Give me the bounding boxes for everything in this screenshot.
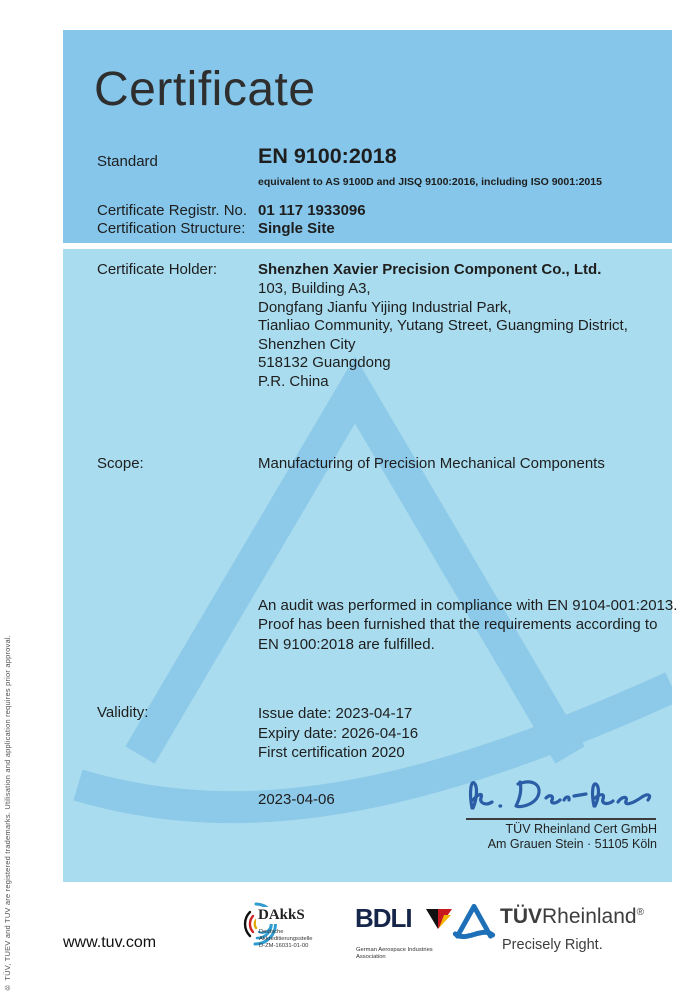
- standard-label: Standard: [97, 153, 158, 170]
- holder-address-line: 103, Building A3,: [258, 280, 371, 297]
- holder-address-line: 518132 Guangdong: [258, 354, 391, 372]
- holder-address-line: Tianliao Community, Yutang Street, Guangming District,: [258, 317, 628, 335]
- issuer-block: [488, 822, 657, 852]
- tuv-rheinland-triangle-icon: [452, 900, 496, 948]
- registration-number-value: 01 117 1933096: [258, 202, 366, 219]
- scope-label: Scope:: [97, 455, 144, 472]
- signing-date: 2023-04-06: [258, 791, 335, 808]
- certification-structure-label: Certification Structure:: [97, 220, 246, 237]
- tuv-tagline: Precisely Right.: [502, 937, 603, 953]
- holder-address: [258, 280, 628, 392]
- holder-address-line: Shenzhen City: [258, 335, 356, 353]
- bdli-subtext: [356, 947, 433, 961]
- tuv-wordmark-bold: TÜV: [500, 905, 542, 928]
- registered-mark: ®: [636, 907, 644, 918]
- signature-line: [466, 818, 656, 820]
- audit-statement: [258, 596, 677, 654]
- audit-statement-line: EN 9100:2018 are fulfilled.: [258, 635, 435, 653]
- issuer-company: TÜV Rheinland Cert GmbH: [505, 822, 657, 836]
- dakks-subtext-line: D-ZM-16031-01-00: [259, 943, 309, 949]
- tuv-website-url: www.tuv.com: [63, 934, 157, 951]
- page-title: Certificate: [94, 63, 316, 116]
- scope-value: Manufacturing of Precision Mechanical Components: [258, 455, 605, 472]
- bdli-wordmark: BDLI: [355, 903, 412, 933]
- dakks-wordmark: DAkkS: [258, 907, 305, 923]
- audit-statement-line: An audit was performed in compliance with EN 9104-001:2013.: [258, 597, 678, 614]
- expiry-date: Expiry date: 2026-04-16: [258, 724, 419, 742]
- holder-name: Shenzhen Xavier Precision Component Co., Ltd.: [258, 261, 602, 278]
- audit-statement-line: Proof has been furnished that the requirements according to: [258, 616, 658, 634]
- validity-dates: [258, 704, 418, 763]
- dakks-subtext: [259, 929, 313, 950]
- holder-address-line: P.R. China: [258, 372, 329, 390]
- standard-value: EN 9100:2018: [258, 144, 397, 168]
- holder-label: Certificate Holder:: [97, 261, 218, 278]
- certification-structure-value: Single Site: [258, 220, 335, 237]
- validity-label: Validity:: [97, 704, 149, 721]
- dakks-subtext-line: Deutsche: [259, 929, 284, 935]
- bdli-subtext-line: German Aerospace Industries: [356, 947, 433, 953]
- bdli-flag-icon: [425, 908, 453, 932]
- first-certification: First certification 2020: [258, 744, 405, 762]
- dakks-subtext-line: Akkreditierungsstelle: [259, 936, 313, 942]
- holder-address-line: Dongfang Jianfu Yijing Industrial Park,: [258, 298, 512, 316]
- standard-equivalence: equivalent to AS 9100D and JISQ 9100:2016, including ISO 9001:2015: [258, 176, 602, 188]
- handwritten-signature-icon: [460, 770, 660, 816]
- tuv-wordmark-regular: Rheinland: [542, 905, 637, 928]
- registration-number-label: Certificate Registr. No.: [97, 202, 248, 219]
- bdli-subtext-line: Association: [356, 954, 386, 960]
- issue-date: Issue date: 2023-04-17: [258, 705, 413, 722]
- issuer-address: Am Grauen Stein · 51105 Köln: [487, 837, 657, 851]
- tuv-rheinland-wordmark: [500, 905, 644, 929]
- trademark-side-note: ® TÜV, TUEV and TUV are registered trademarks. Utilisation and application requires prior approval.: [3, 634, 12, 992]
